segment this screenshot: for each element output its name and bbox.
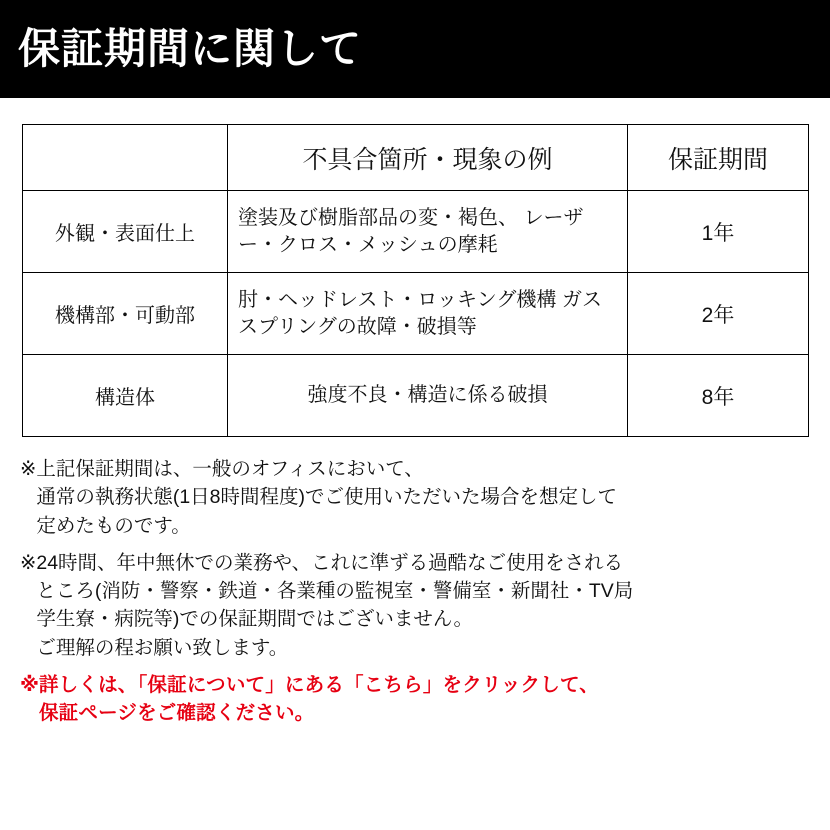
table-header-row: [23, 125, 809, 191]
page-header: [0, 0, 830, 98]
note-line: 保証ページをご確認ください。: [38, 702, 315, 725]
warranty-table-wrap: [0, 98, 830, 437]
column-header-category: [23, 125, 228, 191]
page-title: 保証期間に関して: [18, 24, 363, 72]
note-line: 24時間、年中無休での業務や、これに準ずる過酷なご使用をされる: [36, 551, 624, 574]
note-line: 定めたものです。: [36, 514, 191, 537]
table-row: [23, 355, 809, 437]
table-row: [23, 191, 809, 273]
note-body: [39, 671, 810, 728]
row-description-line: レーザー・クロス・メッシュの摩耗: [238, 206, 584, 256]
note-line: 学生寮・病院等)での保証期間ではございません。: [36, 608, 474, 631]
row-term: 1年: [628, 191, 809, 273]
note-line: 通常の執務状態(1日8時間程度)でご使用いただいた場合を想定して: [36, 486, 618, 509]
note-mark: ※: [20, 551, 37, 574]
column-header-term: 保証期間: [628, 125, 809, 191]
note-item: [20, 549, 810, 662]
table-row: [23, 273, 809, 355]
note-item-highlight: [20, 671, 810, 728]
row-term: 2年: [628, 273, 809, 355]
note-item: [20, 455, 810, 540]
note-line: ところ(消防・警察・鉄道・各業種の監視室・警備室・新聞社・TV局: [36, 580, 634, 603]
note-mark: ※: [20, 458, 37, 480]
row-description-line: 強度不良・構造に係る破損: [307, 384, 548, 406]
row-description-line: 肘・ヘッドレスト・ロッキング機構: [238, 288, 557, 311]
row-description-line: ガススプリングの故障・破損等: [238, 288, 602, 338]
note-line: 上記保証期間は、一般のオフィスにおいて、: [36, 458, 424, 480]
note-mark: ※: [20, 673, 39, 696]
note-body: [36, 455, 810, 540]
column-header-description: 不具合箇所・現象の例: [228, 125, 628, 191]
row-category: 構造体: [23, 355, 228, 437]
table-header: [23, 125, 809, 191]
note-line: ご理解の程お願い致します。: [36, 636, 289, 659]
warranty-table: [22, 124, 809, 437]
row-description: [228, 191, 628, 273]
note-line: 詳しくは、「保証について」にある「こちら」をクリックして、: [38, 673, 599, 696]
row-description: [228, 273, 628, 355]
row-category: 外観・表面仕上: [23, 191, 228, 273]
row-description-line: 塗装及び樹脂部品の変・褐色、: [238, 206, 518, 229]
row-term: 8年: [628, 355, 809, 437]
notes-section: [0, 437, 830, 727]
table-body: [23, 191, 809, 437]
note-body: [36, 549, 810, 662]
row-category: 機構部・可動部: [23, 273, 228, 355]
row-description: [228, 355, 628, 437]
